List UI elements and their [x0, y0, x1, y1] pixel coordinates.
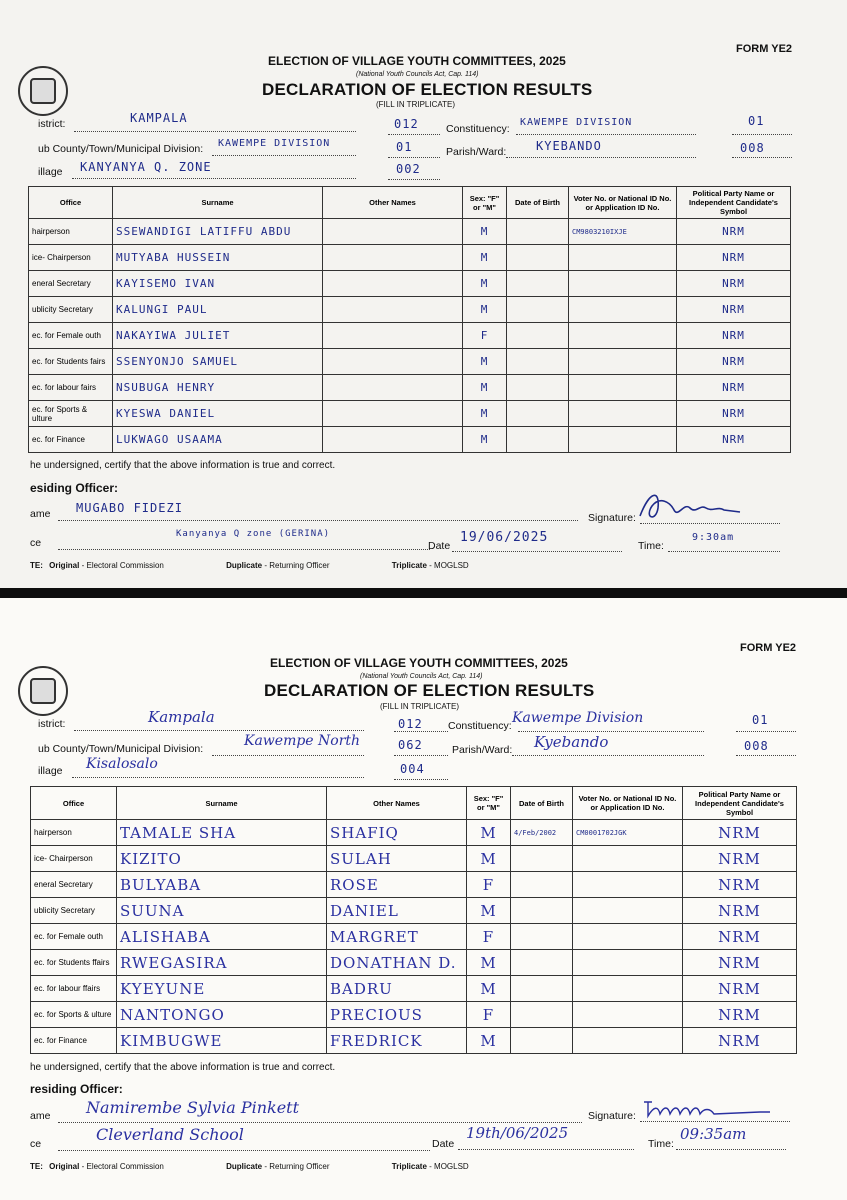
place-label: ce	[30, 537, 42, 549]
sex-cell: M	[467, 950, 511, 976]
party-cell: NRM	[677, 271, 791, 297]
sex-cell: M	[467, 898, 511, 924]
subcounty-label: ub County/Town/Municipal Division:	[38, 743, 204, 755]
other-names-cell	[323, 349, 463, 375]
village-code-value: 004	[400, 762, 425, 776]
presiding-name-value: MUGABO FIDEZI	[76, 501, 183, 515]
surname-cell: ALISHABA	[117, 924, 327, 950]
form-sheet-1	[0, 0, 847, 588]
voter-id-cell	[569, 271, 677, 297]
other-names-cell	[323, 401, 463, 427]
office-cell: ec. for labour ffairs	[31, 976, 117, 1002]
sex-header: Sex: "F" or "M"	[467, 787, 511, 820]
parish-label: Parish/Ward:	[452, 744, 513, 756]
voter-id-cell	[573, 1028, 683, 1054]
surname-header: Surname	[113, 187, 323, 219]
triplicate-desc: - MOGLSD	[429, 561, 469, 570]
fill-note: (FILL IN TRIPLICATE)	[376, 100, 455, 109]
voter-id-cell	[569, 349, 677, 375]
party-cell: NRM	[677, 297, 791, 323]
place-value: Kanyanya Q zone (GERINA)	[176, 529, 331, 539]
other-names-cell: SHAFIQ	[327, 820, 467, 846]
name-label: ame	[30, 1110, 51, 1122]
constituency-value: Kawempe Division	[512, 710, 644, 726]
voter-id-cell	[573, 872, 683, 898]
surname-cell: LUKWAGO USAAMA	[113, 427, 323, 453]
party-cell: NRM	[683, 846, 797, 872]
other-names-cell: FREDRICK	[327, 1028, 467, 1054]
signature-label: Signature:	[588, 512, 636, 524]
name-label: ame	[30, 508, 51, 520]
dob-cell: 4/Feb/2002	[511, 820, 573, 846]
table-row	[31, 872, 797, 898]
village-label: illage	[38, 166, 63, 178]
table-row	[31, 820, 797, 846]
voter-id-cell	[573, 898, 683, 924]
triplicate-label: Triplicate	[391, 561, 427, 570]
time-label: Time:	[638, 540, 664, 552]
constituency-value: KAWEMPE DIVISION	[520, 117, 633, 128]
parish-value: KYEBANDO	[536, 139, 602, 153]
office-cell: ec. for Sports & ulture	[29, 401, 113, 427]
voter-id-cell	[569, 375, 677, 401]
dob-cell	[507, 219, 569, 245]
form-code: FORM YE2	[736, 43, 793, 55]
office-cell: ec. for Finance	[31, 1028, 117, 1054]
table-row	[31, 1028, 797, 1054]
presiding-officer-heading: esiding Officer:	[30, 481, 119, 495]
dob-cell	[507, 349, 569, 375]
form-title: ELECTION OF VILLAGE YOUTH COMMITTEES, 2025	[270, 656, 568, 670]
table-row	[29, 401, 791, 427]
sex-cell: F	[467, 872, 511, 898]
dob-cell	[511, 1002, 573, 1028]
results-table-1	[28, 186, 791, 453]
table-row	[29, 349, 791, 375]
party-cell: NRM	[683, 1002, 797, 1028]
village-code-value: 002	[396, 162, 421, 176]
surname-cell: NANTONGO	[117, 1002, 327, 1028]
dob-cell	[511, 950, 573, 976]
original-label: Original	[49, 1162, 80, 1171]
presiding-name-value: Namirembe Sylvia Pinkett	[86, 1098, 300, 1117]
party-header: Political Party Name or Independent Candidate's Symbol	[683, 787, 797, 820]
party-cell: NRM	[683, 898, 797, 924]
parish-value: Kyebando	[534, 733, 609, 751]
other-names-cell	[323, 245, 463, 271]
distribution-note	[30, 1162, 469, 1171]
sex-cell: M	[463, 427, 507, 453]
voter-id-cell	[573, 846, 683, 872]
constituency-label: Constituency:	[448, 720, 512, 732]
district-value: KAMPALA	[130, 111, 188, 125]
original-label: Original	[49, 561, 80, 570]
place-label: ce	[30, 1138, 42, 1150]
district-code-value: 012	[394, 117, 419, 131]
dob-cell	[511, 976, 573, 1002]
district-code-value: 012	[398, 717, 423, 731]
dob-cell	[507, 401, 569, 427]
other-names-cell	[323, 375, 463, 401]
office-cell: ec. for Students fairs	[29, 349, 113, 375]
table-row	[31, 1002, 797, 1028]
form-heading: DECLARATION OF ELECTION RESULTS	[264, 681, 595, 700]
party-cell: NRM	[677, 219, 791, 245]
party-cell: NRM	[683, 924, 797, 950]
duplicate-label: Duplicate	[226, 561, 263, 570]
sex-cell: M	[467, 1028, 511, 1054]
table-row	[29, 323, 791, 349]
voter-id-cell	[573, 950, 683, 976]
time-value: 09:35am	[680, 1125, 747, 1143]
original-desc: - Electoral Commission	[81, 561, 164, 570]
table-row	[29, 427, 791, 453]
voter-id-cell	[569, 427, 677, 453]
dob-header: Date of Birth	[511, 787, 573, 820]
constituency-code-value: 01	[752, 713, 769, 727]
certify-text: he undersigned, certify that the above information is true and correct.	[30, 1062, 336, 1073]
form-subtitle: (National Youth Councils Act, Cap. 114)	[360, 673, 483, 680]
distribution-note	[30, 561, 469, 570]
parish-code-value: 008	[740, 141, 765, 155]
table-row	[31, 976, 797, 1002]
office-cell: ec. for Students ffairs	[31, 950, 117, 976]
surname-cell: KIZITO	[117, 846, 327, 872]
duplicate-desc: - Returning Officer	[264, 561, 330, 570]
table-row	[31, 950, 797, 976]
other-names-cell: ROSE	[327, 872, 467, 898]
subcounty-code-value: 01	[396, 140, 413, 154]
office-cell: ublicity Secretary	[31, 898, 117, 924]
village-value: Kisalosalo	[86, 756, 158, 772]
table-row	[29, 245, 791, 271]
dob-cell	[511, 872, 573, 898]
original-desc: - Electoral Commission	[81, 1162, 164, 1171]
date-label: Date	[428, 540, 451, 552]
fill-note: (FILL IN TRIPLICATE)	[380, 702, 459, 711]
form-sheet-2	[0, 598, 847, 1200]
party-cell: NRM	[677, 401, 791, 427]
sex-cell: M	[463, 349, 507, 375]
office-cell: ice- Chairperson	[29, 245, 113, 271]
party-cell: NRM	[677, 375, 791, 401]
constituency-code-value: 01	[748, 114, 765, 128]
office-header: Office	[29, 187, 113, 219]
district-value: Kampala	[148, 708, 215, 726]
dob-cell	[507, 271, 569, 297]
time-value: 9:30am	[692, 532, 735, 543]
other-names-cell	[323, 323, 463, 349]
surname-cell: NAKAYIWA JULIET	[113, 323, 323, 349]
surname-cell: SSENYONJO SAMUEL	[113, 349, 323, 375]
party-cell: NRM	[683, 820, 797, 846]
certify-text: he undersigned, certify that the above information is true and correct.	[30, 460, 336, 471]
sex-cell: M	[467, 846, 511, 872]
note-prefix: TE:	[30, 561, 43, 570]
dob-cell	[511, 1028, 573, 1054]
surname-cell: SUUNA	[117, 898, 327, 924]
sex-cell: M	[463, 297, 507, 323]
dob-cell	[507, 375, 569, 401]
sex-cell: F	[463, 323, 507, 349]
office-cell: ublicity Secretary	[29, 297, 113, 323]
surname-cell: KALUNGI PAUL	[113, 297, 323, 323]
voter-id-cell	[573, 976, 683, 1002]
party-cell: NRM	[677, 349, 791, 375]
office-cell: ec. for Finance	[29, 427, 113, 453]
date-value: 19th/06/2025	[466, 1124, 569, 1142]
dob-cell	[507, 245, 569, 271]
presiding-officer-heading: residing Officer:	[30, 1082, 123, 1096]
dob-cell	[511, 924, 573, 950]
electoral-commission-seal	[18, 66, 68, 116]
village-value: KANYANYA Q. ZONE	[80, 160, 212, 174]
duplicate-desc: - Returning Officer	[264, 1162, 330, 1171]
place-value: Cleverland School	[96, 1125, 244, 1144]
sex-cell: M	[463, 219, 507, 245]
sex-cell: M	[463, 375, 507, 401]
parish-label: Parish/Ward:	[446, 146, 507, 158]
form-code: FORM YE2	[740, 642, 797, 654]
surname-cell: BULYABA	[117, 872, 327, 898]
party-cell: NRM	[683, 872, 797, 898]
voter-id-cell	[569, 245, 677, 271]
other-names-cell	[323, 271, 463, 297]
sex-cell: M	[463, 271, 507, 297]
triplicate-label: Triplicate	[391, 1162, 427, 1171]
other-names-cell	[323, 427, 463, 453]
office-header: Office	[31, 787, 117, 820]
sex-header: Sex: "F" or "M"	[463, 187, 507, 219]
triplicate-desc: - MOGLSD	[429, 1162, 469, 1171]
surname-cell: KAYISEMO IVAN	[113, 271, 323, 297]
surname-header: Surname	[117, 787, 327, 820]
time-label: Time:	[648, 1138, 674, 1150]
surname-cell: RWEGASIRA	[117, 950, 327, 976]
voter-id-cell	[569, 323, 677, 349]
table-row	[31, 924, 797, 950]
other-names-cell: DANIEL	[327, 898, 467, 924]
surname-cell: MUTYABA HUSSEIN	[113, 245, 323, 271]
other-names-cell: BADRU	[327, 976, 467, 1002]
results-table-2	[30, 786, 797, 1054]
voter-id-cell	[573, 924, 683, 950]
party-cell: NRM	[677, 245, 791, 271]
signature-label: Signature:	[588, 1110, 636, 1122]
party-cell: NRM	[677, 323, 791, 349]
sex-cell: F	[467, 1002, 511, 1028]
surname-cell: TAMALE SHA	[117, 820, 327, 846]
voter-id-header: Voter No. or National ID No. or Application ID No.	[569, 187, 677, 219]
surname-cell: NSUBUGA HENRY	[113, 375, 323, 401]
surname-cell: KIMBUGWE	[117, 1028, 327, 1054]
party-cell: NRM	[683, 950, 797, 976]
form-heading: DECLARATION OF ELECTION RESULTS	[262, 80, 593, 99]
office-cell: ec. for Female outh	[31, 924, 117, 950]
sex-cell: M	[467, 820, 511, 846]
parish-code-value: 008	[744, 739, 769, 753]
voter-id-cell: CM9803210IXJE	[569, 219, 677, 245]
other-names-cell	[323, 219, 463, 245]
form-subtitle: (National Youth Councils Act, Cap. 114)	[356, 71, 479, 78]
office-cell: ice- Chairperson	[31, 846, 117, 872]
surname-cell: KYESWA DANIEL	[113, 401, 323, 427]
dob-cell	[507, 297, 569, 323]
district-label: istrict:	[38, 118, 66, 130]
sex-cell: M	[463, 401, 507, 427]
table-row	[29, 297, 791, 323]
voter-id-cell	[569, 401, 677, 427]
subcounty-value: KAWEMPE DIVISION	[218, 138, 331, 149]
duplicate-label: Duplicate	[226, 1162, 263, 1171]
party-cell: NRM	[677, 427, 791, 453]
voter-id-cell	[573, 1002, 683, 1028]
table-row	[31, 898, 797, 924]
surname-cell: SSEWANDIGI LATIFFU ABDU	[113, 219, 323, 245]
electoral-commission-seal	[18, 666, 68, 716]
office-cell: ec. for Female outh	[29, 323, 113, 349]
party-cell: NRM	[683, 976, 797, 1002]
dob-cell	[511, 898, 573, 924]
other-names-cell: PRECIOUS	[327, 1002, 467, 1028]
table-row	[29, 271, 791, 297]
dob-cell	[507, 427, 569, 453]
office-cell: ec. for Sports & ulture	[31, 1002, 117, 1028]
dob-cell	[507, 323, 569, 349]
office-cell: eneral Secretary	[31, 872, 117, 898]
sex-cell: F	[467, 924, 511, 950]
subcounty-label: ub County/Town/Municipal Division:	[38, 143, 204, 155]
date-label: Date	[432, 1138, 455, 1150]
subcounty-value: Kawempe North	[244, 733, 361, 749]
table-row	[31, 846, 797, 872]
constituency-label: Constituency:	[446, 123, 510, 135]
date-value: 19/06/2025	[460, 530, 549, 545]
other-names-cell	[323, 297, 463, 323]
voter-id-cell	[569, 297, 677, 323]
voter-id-header: Voter No. or National ID No. or Application ID No.	[573, 787, 683, 820]
table-row	[29, 219, 791, 245]
presiding-signature	[630, 488, 750, 528]
office-cell: ec. for labour fairs	[29, 375, 113, 401]
other-names-cell: DONATHAN D.	[327, 950, 467, 976]
party-header: Political Party Name or Independent Candidate's Symbol	[677, 187, 791, 219]
other-names-header: Other Names	[323, 187, 463, 219]
dob-cell	[511, 846, 573, 872]
office-cell: eneral Secretary	[29, 271, 113, 297]
table-row	[29, 375, 791, 401]
other-names-header: Other Names	[327, 787, 467, 820]
dob-header: Date of Birth	[507, 187, 569, 219]
other-names-cell: MARGRET	[327, 924, 467, 950]
surname-cell: KYEYUNE	[117, 976, 327, 1002]
office-cell: hairperson	[29, 219, 113, 245]
district-label: istrict:	[38, 718, 66, 730]
form-title: ELECTION OF VILLAGE YOUTH COMMITTEES, 2025	[268, 54, 566, 68]
sex-cell: M	[467, 976, 511, 1002]
sex-cell: M	[463, 245, 507, 271]
voter-id-cell: CM0001702JGK	[573, 820, 683, 846]
office-cell: hairperson	[31, 820, 117, 846]
presiding-signature	[640, 1096, 780, 1122]
party-cell: NRM	[683, 1028, 797, 1054]
note-prefix: TE:	[30, 1162, 43, 1171]
subcounty-code-value: 062	[398, 738, 423, 752]
village-label: illage	[38, 765, 63, 777]
other-names-cell: SULAH	[327, 846, 467, 872]
